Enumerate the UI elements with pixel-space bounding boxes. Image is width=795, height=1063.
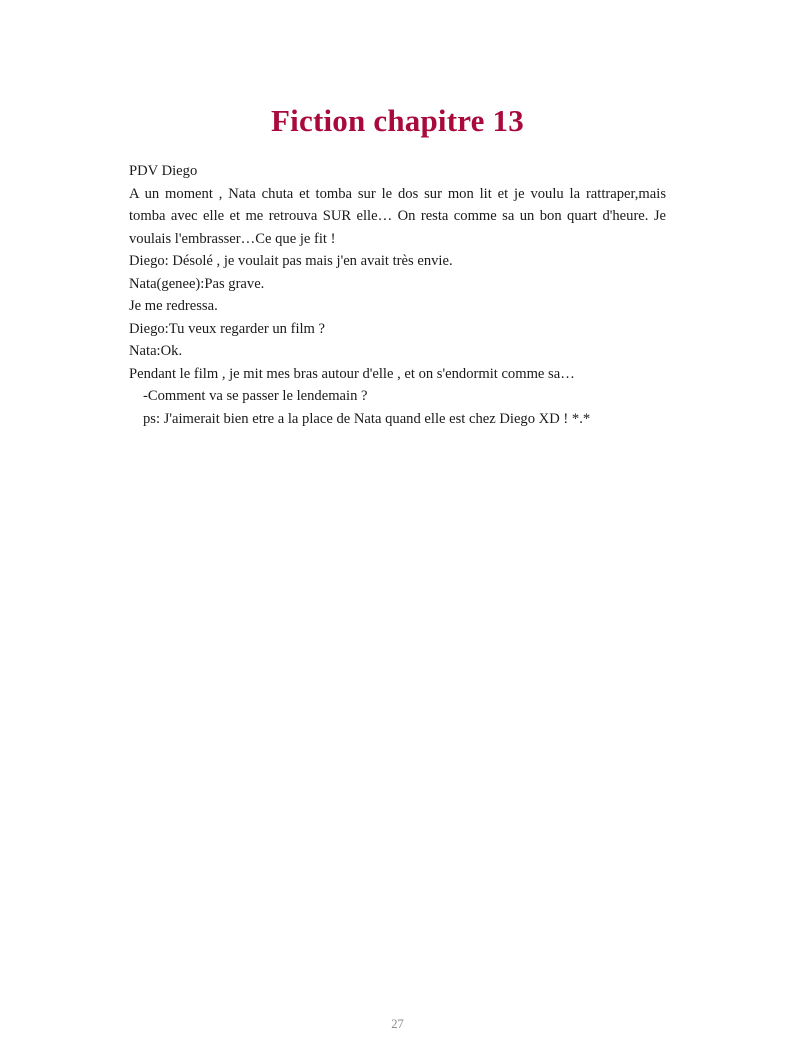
paragraph: PDV Diego <box>129 163 198 179</box>
page-title: Fiction chapitre 13 <box>271 103 524 138</box>
paragraph: -Comment va se passer le lendemain ? <box>143 388 368 404</box>
paragraph: Nata(genee):Pas grave. <box>129 275 265 292</box>
paragraph: ps: J'aimerait bien etre a la place de Nata quand elle est chez Diego XD ! *.* <box>143 410 591 427</box>
paragraph: Pendant le film , je mit mes bras autour d'elle , et on s'endormit comme sa… <box>129 365 575 382</box>
page-number: 27 <box>391 1017 404 1031</box>
paragraph: Diego:Tu veux regarder un film ? <box>129 320 326 337</box>
paragraph: Nata:Ok. <box>129 343 183 359</box>
paragraph: Je me redressa. <box>129 298 218 314</box>
paragraph: A un moment , Nata chuta et tomba sur le dos sur mon lit et je voulu la rattraper,mais tomba avec elle et me retrouva SUR elle… On resta comme sa un bon quart d'heure. Je voulais l'embrasser…Ce que je fit ! <box>129 185 666 247</box>
document-body <box>129 160 666 430</box>
paragraph: Diego: Désolé , je voulait pas mais j'en avait très envie. <box>129 253 453 269</box>
